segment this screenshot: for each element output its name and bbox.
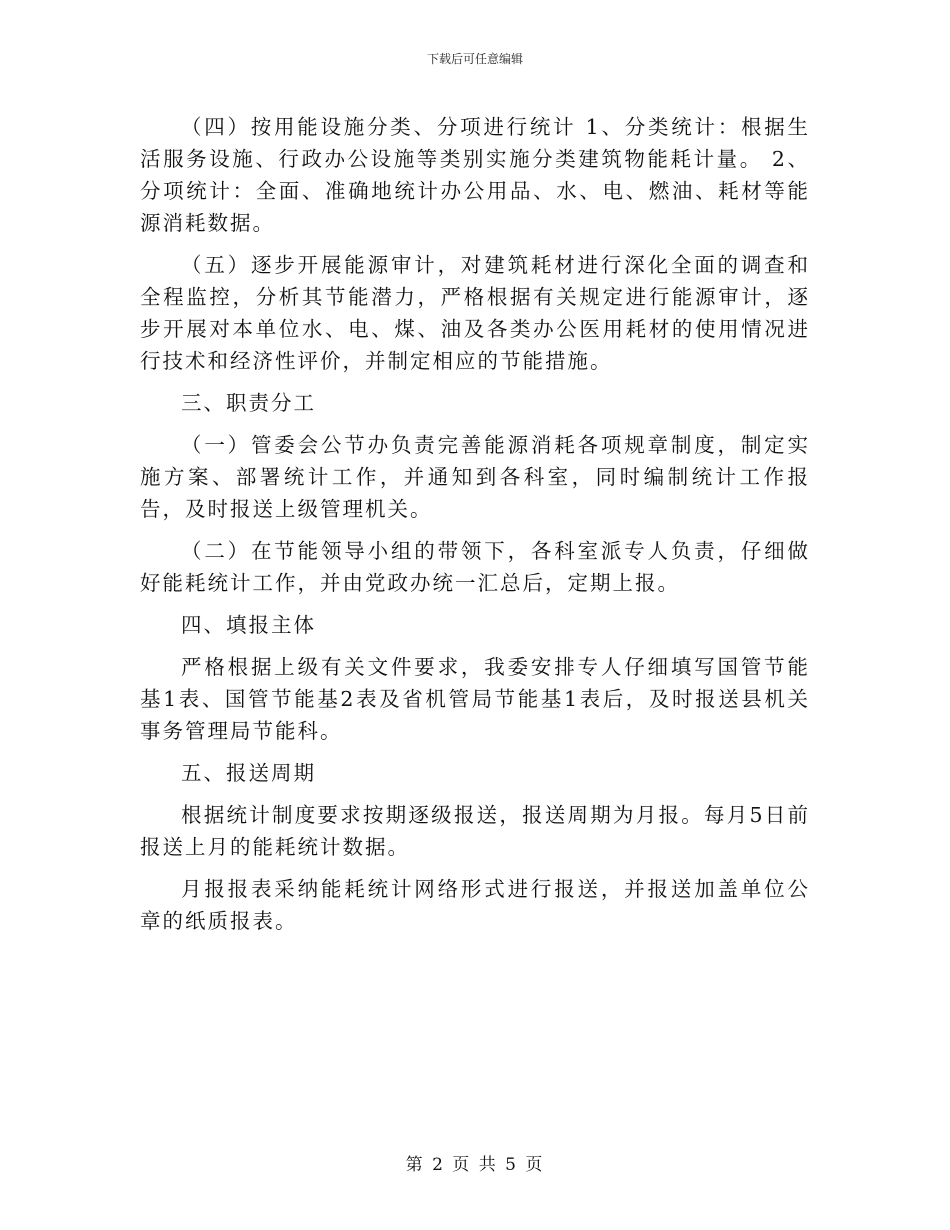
paragraph-energy-audit: （五）逐步开展能源审计，对建筑耗材进行深化全面的调查和全程监控，分析其节能潜力，严格根据有关规定进行能源审计，逐步开展对本单位水、电、煤、油及各类办公医用耗材的使用情况进行技术和经济性评价，并制定相应的节能措施。 [140,253,810,373]
paragraph-responsibility-1: （一）管委会公节办负责完善能源消耗各项规章制度，制定实施方案、部署统计工作，并通知到各科室，同时编制统计工作报告，及时报送上级管理机关。 [140,433,810,521]
section-heading-responsibilities: 三、职责分工 [181,391,316,415]
document-body [140,111,810,947]
page-header-note: 下载后可任意编辑 [426,52,523,66]
page-number: 第 2 页 共 5 页 [405,1155,545,1175]
section-heading-reporting-cycle: 五、报送周期 [181,761,316,785]
paragraph-reporting-cycle: 根据统计制度要求按期逐级报送，报送周期为月报。每月5日前报送上月的能耗统计数据。 [140,803,810,859]
paragraph-responsibility-2: （二）在节能领导小组的带领下，各科室派专人负责，仔细做好能耗统计工作，并由党政办统一汇总后，定期上报。 [140,539,810,595]
section-heading-reporting-entity: 四、填报主体 [181,613,316,637]
paragraph-reporting-entity: 严格根据上级有关文件要求，我委安排专人仔细填写国管节能基1表、国管节能基2表及省机管局节能基1表后，及时报送县机关事务管理局节能科。 [140,655,810,743]
paragraph-classified-statistics: （四）按用能设施分类、分项进行统计 1、分类统计：根据生活服务设施、行政办公设施等类别实施分类建筑物能耗计量。 2、分项统计：全面、准确地统计办公用品、水、电、燃油、耗材等能源消耗数据。 [140,115,810,235]
paragraph-monthly-report-form: 月报报表采纳能耗统计网络形式进行报送，并报送加盖单位公章的纸质报表。 [140,877,810,933]
